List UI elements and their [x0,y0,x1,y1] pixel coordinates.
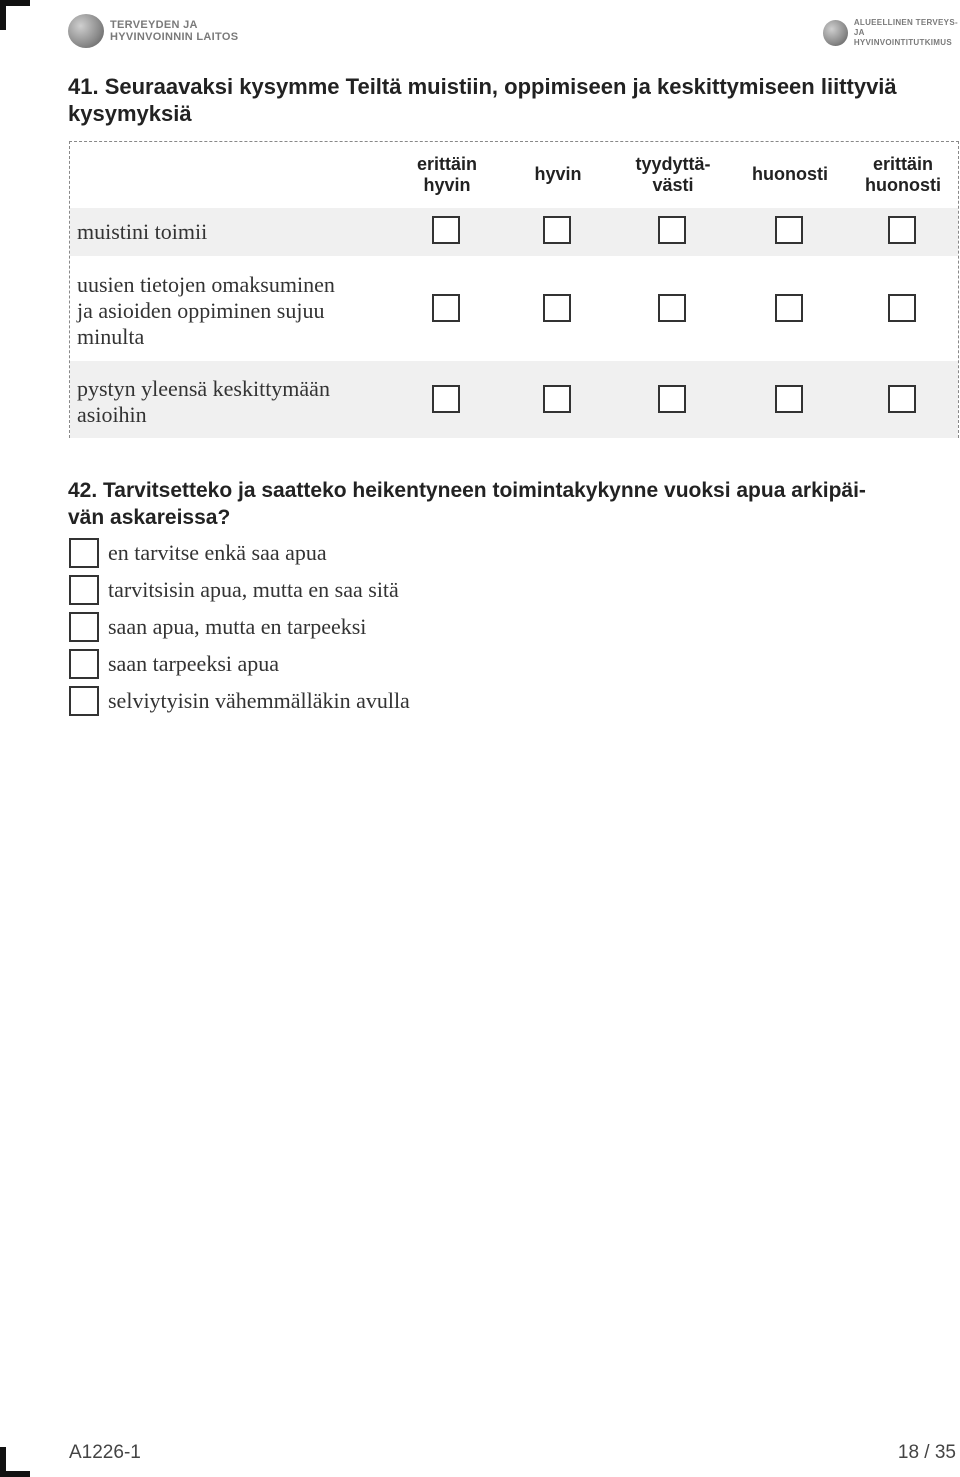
q41-title [68,73,897,127]
row-label-line1: pystyn yleensä keskittymään [77,376,330,401]
q41-title-line2: kysymyksiä [68,101,192,126]
q42-option-5[interactable] [69,685,410,717]
row-label-line1: uusien tietojen omaksuminen [77,272,335,297]
col-header-erittain-hyvin [387,154,507,196]
q41-row-memory [70,208,958,256]
corner-mark-top-v [0,0,6,30]
checkbox-learning-tyydyttavasti[interactable] [658,294,686,322]
ath-logo [823,18,960,48]
checkbox-concentration-hyvin[interactable] [543,385,571,413]
row-label [77,219,397,245]
col-header-line2: huonosti [865,175,941,195]
page-number: 18 / 35 [897,1442,956,1463]
q42-title [68,477,866,531]
q41-table [69,141,959,438]
checkbox-memory-tyydyttavasti[interactable] [658,216,686,244]
corner-mark-bottom-v [0,1447,6,1477]
row-label [77,376,397,428]
col-header-line1: erittäin [416,154,477,174]
checkbox-learning-erittain-hyvin[interactable] [432,294,460,322]
thl-logo-line2: HYVINVOINNIN LAITOS [110,31,239,43]
row-label-line2: asioihin [77,402,147,427]
checkbox[interactable] [69,649,99,679]
col-header-line2: hyvin [423,175,471,195]
q41-row-learning [70,256,958,361]
option-label: selviytyisin vähemmälläkin avulla [108,688,410,713]
col-header-line1: erittäin [872,154,933,174]
checkbox-memory-erittain-hyvin[interactable] [432,216,460,244]
thl-logo-text [110,19,238,43]
option-label: saan tarpeeksi apua [108,651,280,676]
checkbox-concentration-huonosti[interactable] [775,385,803,413]
q42-option-4[interactable] [69,648,279,680]
q41-row-concentration [70,361,958,438]
checkbox-memory-huonosti[interactable] [775,216,803,244]
checkbox-learning-huonosti[interactable] [775,294,803,322]
q42-title-line2: vän askareissa? [68,506,231,529]
checkbox[interactable] [69,538,99,568]
checkbox-concentration-tyydyttavasti[interactable] [658,385,686,413]
option-label: en tarvitse enkä saa apua [108,540,327,565]
thl-logo [68,14,238,48]
q42-title-line1: 42. Tarvitsetteko ja saatteko heikentyneen toimintakykynne vuoksi apua arkipäi- [68,479,866,502]
q41-title-line1: 41. Seuraavaksi kysymme Teiltä muistiin, oppimiseen ja keskittymiseen liittyviä [68,74,897,99]
row-label-line2: ja asioiden oppiminen sujuu [77,298,325,323]
col-header-huonosti [730,164,850,185]
col-header-line1: hyvin [534,164,582,184]
checkbox-memory-erittain-huonosti[interactable] [888,216,916,244]
checkbox-learning-hyvin[interactable] [543,294,571,322]
q42-option-1[interactable] [69,537,327,569]
col-header-tyydyttavasti [613,154,733,196]
ath-logo-text [854,18,960,48]
col-header-erittain-huonosti [843,154,960,196]
globe-icon [68,14,104,48]
checkbox[interactable] [69,612,99,642]
option-label: tarvitsisin apua, mutta en saa sitä [108,577,399,602]
globe-icon [823,20,848,46]
row-label-line1: muistini toimii [77,219,208,244]
ath-logo-line2: JA HYVINVOINTITUTKIMUS [853,28,952,47]
form-code: A1226-1 [69,1442,141,1463]
checkbox-concentration-erittain-huonosti[interactable] [888,385,916,413]
q42-option-2[interactable] [69,574,399,606]
row-label-line3: minulta [77,324,145,349]
option-label: saan apua, mutta en tarpeeksi [108,614,367,639]
checkbox-memory-hyvin[interactable] [543,216,571,244]
checkbox[interactable] [69,686,99,716]
col-header-line1: tyydyttä- [635,154,711,174]
row-label [77,272,397,350]
col-header-line1: huonosti [752,164,828,184]
col-header-hyvin [498,164,618,185]
checkbox-concentration-erittain-hyvin[interactable] [432,385,460,413]
ath-logo-line1: ALUEELLINEN TERVEYS- [853,18,958,27]
thl-logo-line1: TERVEYDEN JA [110,19,198,31]
q42-option-3[interactable] [69,611,366,643]
checkbox-learning-erittain-huonosti[interactable] [888,294,916,322]
checkbox[interactable] [69,575,99,605]
col-header-line2: västi [652,175,694,195]
